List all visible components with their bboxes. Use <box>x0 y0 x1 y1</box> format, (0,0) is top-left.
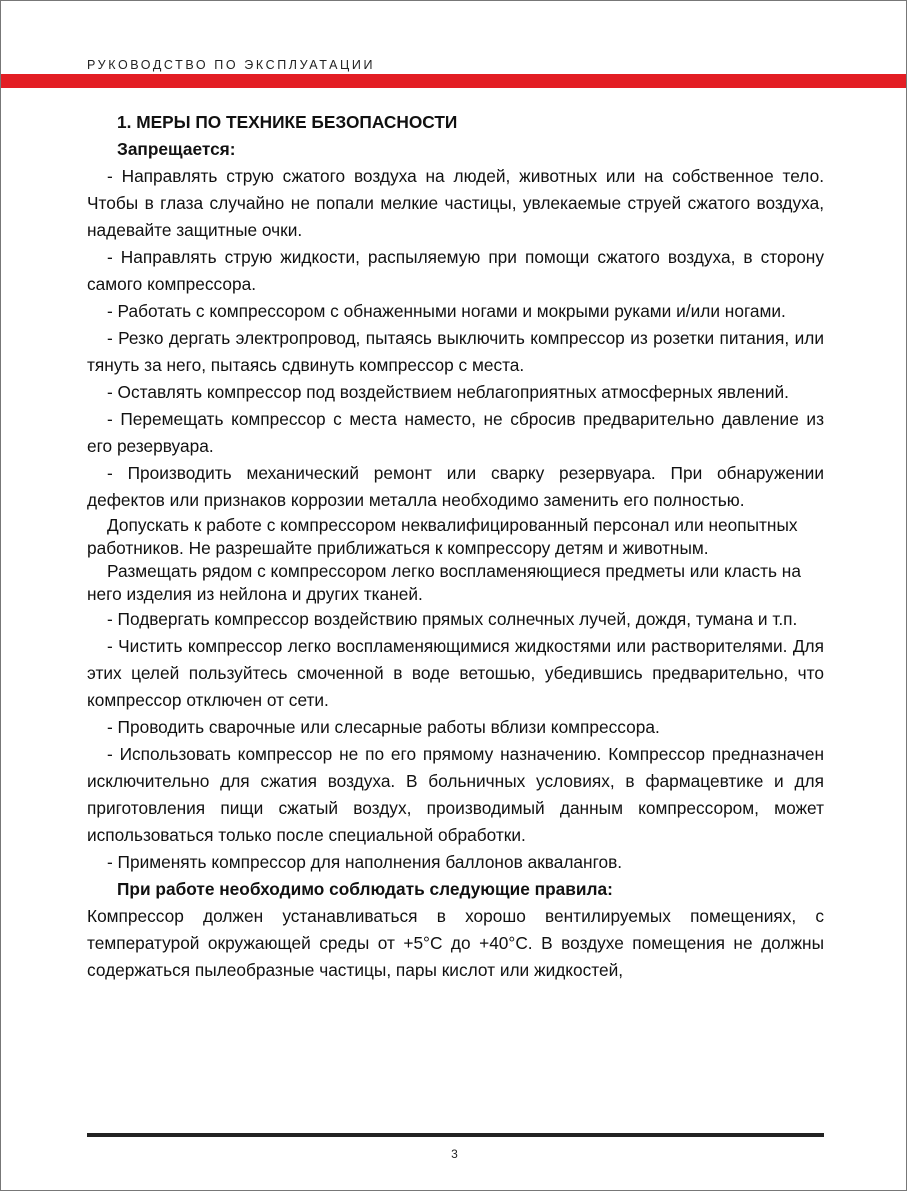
forbidden-item: - Работать с компрессором с обнаженными ногами и мокрыми руками и/или ногами. <box>107 301 786 321</box>
forbidden-item: - Направлять струю жидкости, распыляемую при помощи сжатого воздуха, в сторону самого компрессора. <box>87 247 824 294</box>
forbidden-item: - Направлять струю сжатого воздуха на людей, животных или на собственное тело. Чтобы в глаза случайно не попали мелкие частицы, увлекаемые струей сжатого воздуха, надевайте защитные очки. <box>87 166 824 240</box>
forbidden-item: Размещать рядом с компрессором легко воспламеняющиеся предметы или класть на него изделия из нейлона и других тканей. <box>87 561 801 604</box>
forbidden-item: - Подвергать компрессор воздействию прямых солнечных лучей, дождя, тумана и т.п. <box>107 609 798 629</box>
forbidden-heading: Запрещается: <box>117 139 236 159</box>
forbidden-item: - Производить механический ремонт или сварку резервуара. При обнаружении дефектов или признаков коррозии металла необходимо заменить его полностью. <box>87 463 824 510</box>
footer-rule <box>87 1133 824 1137</box>
page-number: 3 <box>451 1147 458 1161</box>
forbidden-item: - Применять компрессор для наполнения баллонов аквалангов. <box>107 852 623 872</box>
forbidden-item: - Проводить сварочные или слесарные работы вблизи компрессора. <box>107 717 660 737</box>
forbidden-item: - Чистить компрессор легко воспламеняющимися жидкостями или растворителями. Для этих целей пользуйтесь смоченной в воде ветошью, убедившись предварительно, что компрессор отключен от сети. <box>87 636 824 710</box>
running-header: РУКОВОДСТВО ПО ЭКСПЛУАТАЦИИ <box>87 58 376 72</box>
forbidden-item: - Использовать компрессор не по его прямому назначению. Компрессор предназначен исключительно для сжатия воздуха. В больничных условиях, в фармацевтике и для приготовления пищи сжатый воздух, производимый данным компрессором, может использоваться только после специальной обработки. <box>87 744 824 845</box>
forbidden-item: - Оставлять компрессор под воздействием неблагоприятных атмосферных явлений. <box>107 382 789 402</box>
page-content <box>87 109 824 984</box>
section-title: 1. МЕРЫ ПО ТЕХНИКЕ БЕЗОПАСНОСТИ <box>117 112 458 132</box>
forbidden-item: Допускать к работе с компрессором неквалифицированный персонал или неопытных работников. Не разрешайте приближаться к компрессору детям и животным. <box>87 515 798 558</box>
rules-heading: При работе необходимо соблюдать следующие правила: <box>117 879 613 899</box>
forbidden-item: - Резко дергать электропровод, пытаясь выключить компрессор из розетки питания, или тянуть за него, пытаясь сдвинуть компрессор с места. <box>87 328 824 375</box>
forbidden-item: - Перемещать компрессор с места наместо, не сбросив предварительно давление из его резервуара. <box>87 409 824 456</box>
rules-text: Компрессор должен устанавливаться в хорошо вентилируемых помещениях, с температурой окружающей среды от +5°С до +40°С. В воздухе помещения не должны содержаться пылеобразные частицы, пары кислот или жидкостей, <box>87 906 824 980</box>
header-accent-bar <box>1 74 906 88</box>
